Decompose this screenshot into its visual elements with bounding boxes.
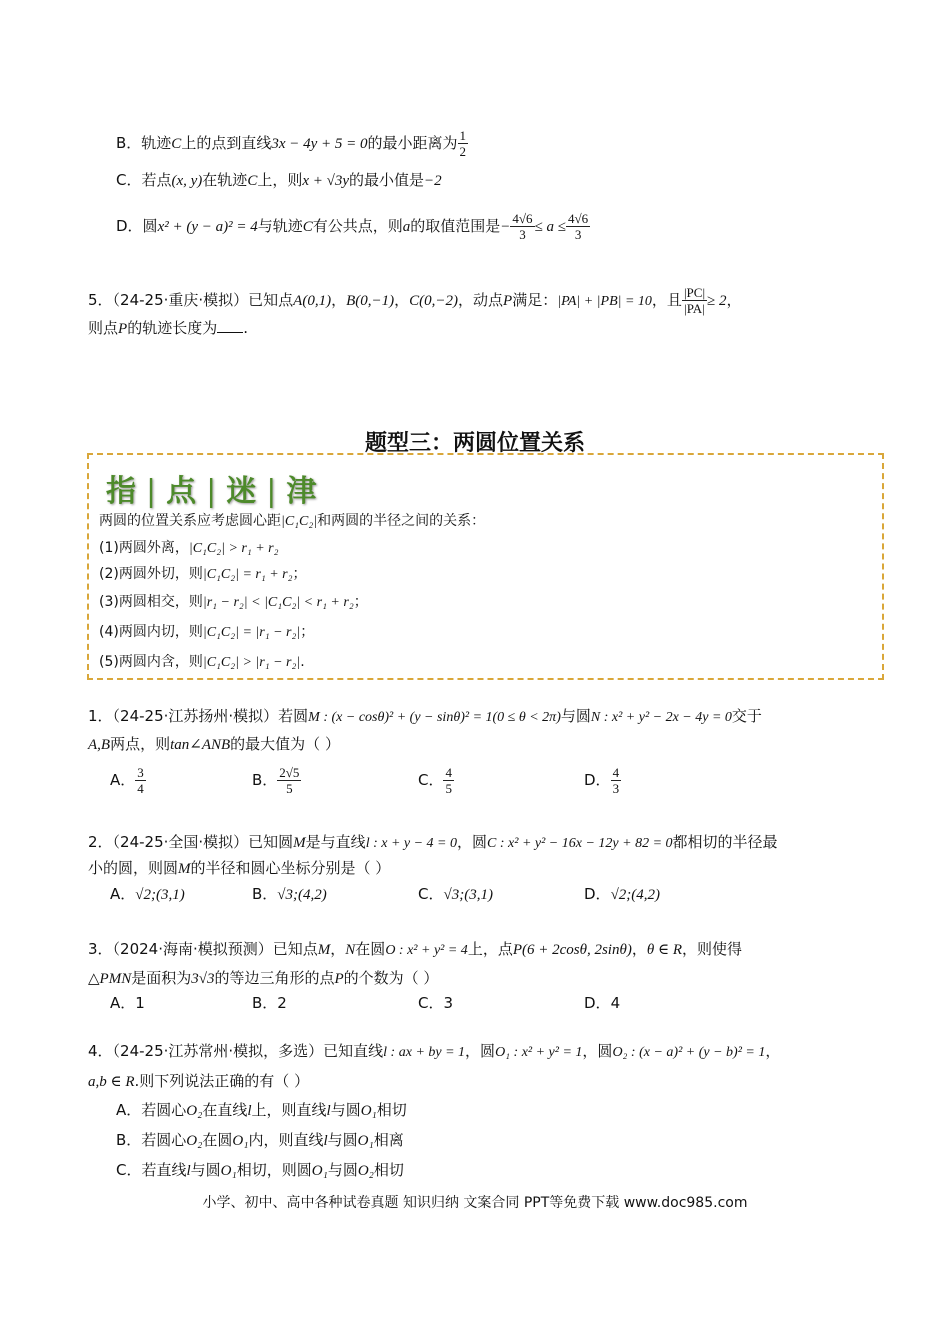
q1-option-b: B． $\frac{2√5}{5}$ [252, 765, 300, 796]
option-b-top: B．轨迹C上的点到直线3x − 4y + 5 = 0的最小距离为 $\frac{1}{2}$ [116, 128, 467, 159]
tip-box-title: 指 | 点 | 迷 | 津 [106, 474, 319, 509]
q2-option-a: A．√2;(3,1) [110, 885, 185, 903]
tip-item-3: (3)两圆相交，则|r₁ − r₂| < |C₁C₂| < r₁ + r₂； [99, 594, 368, 610]
q1-option-d: D． $\frac{4}{3}$ [584, 765, 620, 796]
question-3-line-1: 3．（2024·海南·模拟预测）已知点M，N在圆O : x² + y² = 4上，点P(6 + 2cosθ, 2sinθ)，θ ∈ R，则使得 [88, 940, 743, 958]
q1-option-a: A． $\frac{3}{4}$ [110, 765, 144, 796]
question-5-line-1: 5．（24-25·重庆·模拟）已知点A(0,1)，B(0,−1)，C(0,−2)，动点P满足：|PA| + |PB| = 10，且 $\frac{|PC|}{|PA|}$ ≥ 2， [88, 285, 742, 316]
q2-option-d: D．√2;(4,2) [584, 885, 661, 903]
tip-intro: 两圆的位置关系应考虑圆心距|C₁C₂|和两圆的半径之间的关系： [99, 513, 486, 529]
question-4-line-1: 4．（24-25·江苏常州·模拟，多选）已知直线l : ax + by = 1，圆O₁ : x² + y² = 1，圆O₂ : (x − a)² + (y − b)² = 1， [88, 1042, 781, 1060]
question-3-line-2: △PMN是面积为3√3的等边三角形的点P的个数为（ ） [88, 969, 439, 987]
q3-option-b: B．2 [252, 994, 287, 1012]
tip-item-5: (5)两圆内含，则|C₁C₂| > |r₁ − r₂|. [99, 654, 305, 670]
section-title: 题型三：两圆位置关系 [364, 431, 585, 456]
q4-option-b: B．若圆心O₂在圆O₁内，则直线l与圆O₁相离 [116, 1131, 404, 1149]
q3-option-a: A．1 [110, 994, 145, 1012]
option-c-top: C．若点(x, y)在轨迹C上，则x + √3y的最小值是−2 [116, 171, 442, 189]
q1-option-c: C． $\frac{4}{5}$ [418, 765, 452, 796]
question-1-line-1: 1．（24-25·江苏扬州·模拟）若圆M : (x − cosθ)² + (y − sinθ)² = 1(0 ≤ θ < 2π)与圆N : x² + y² − 2x − 4y = 0交于 [88, 707, 762, 725]
option-d-top: D．圆x² + (y − a)² = 4与轨迹C有公共点，则a的取值范围是− $\frac{4√6}{3}$ ≤ a ≤ $\frac{4√6}{3}$ [116, 211, 589, 242]
answer-blank [217, 318, 243, 333]
tip-item-2: (2)两圆外切，则|C₁C₂| = r₁ + r₂； [99, 566, 307, 582]
q4-option-a: A．若圆心O₂在直线l上，则直线l与圆O₁相切 [116, 1101, 407, 1119]
q4-option-c: C．若直线l与圆O₁相切，则圆O₁与圆O₂相切 [116, 1161, 404, 1179]
q2-option-c: C．√3;(3,1) [418, 885, 493, 903]
q3-option-c: C．3 [418, 994, 454, 1012]
question-2-line-1: 2．（24-25·全国·模拟）已知圆M是与直线l : x + y − 4 = 0，圆C : x² + y² − 16x − 12y + 82 = 0都相切的半径最 [88, 833, 778, 851]
fraction-one-half: $\frac{1}{2}$ [459, 128, 467, 159]
page-footer: 小学、初中、高中各种试卷真题 知识归纳 文案合同 PPT等免费下载 www.doc985.com [202, 1195, 748, 1211]
question-4-line-2: a,b ∈ R.则下列说法正确的有（ ） [88, 1072, 310, 1090]
q3-option-d: D．4 [584, 994, 621, 1012]
question-1-line-2: A,B两点，则tan∠ANB的最大值为（ ） [88, 735, 340, 753]
question-5-line-2: 则点P的轨迹长度为 . [88, 319, 248, 337]
tip-item-4: (4)两圆内切，则|C₁C₂| = |r₁ − r₂|； [99, 624, 315, 640]
tip-item-1: (1)两圆外离，|C₁C₂| > r₁ + r₂ [99, 540, 279, 556]
question-2-line-2: 小的圆，则圆M的半径和圆心坐标分别是（ ） [88, 859, 391, 877]
q2-option-b: B．√3;(4,2) [252, 885, 327, 903]
